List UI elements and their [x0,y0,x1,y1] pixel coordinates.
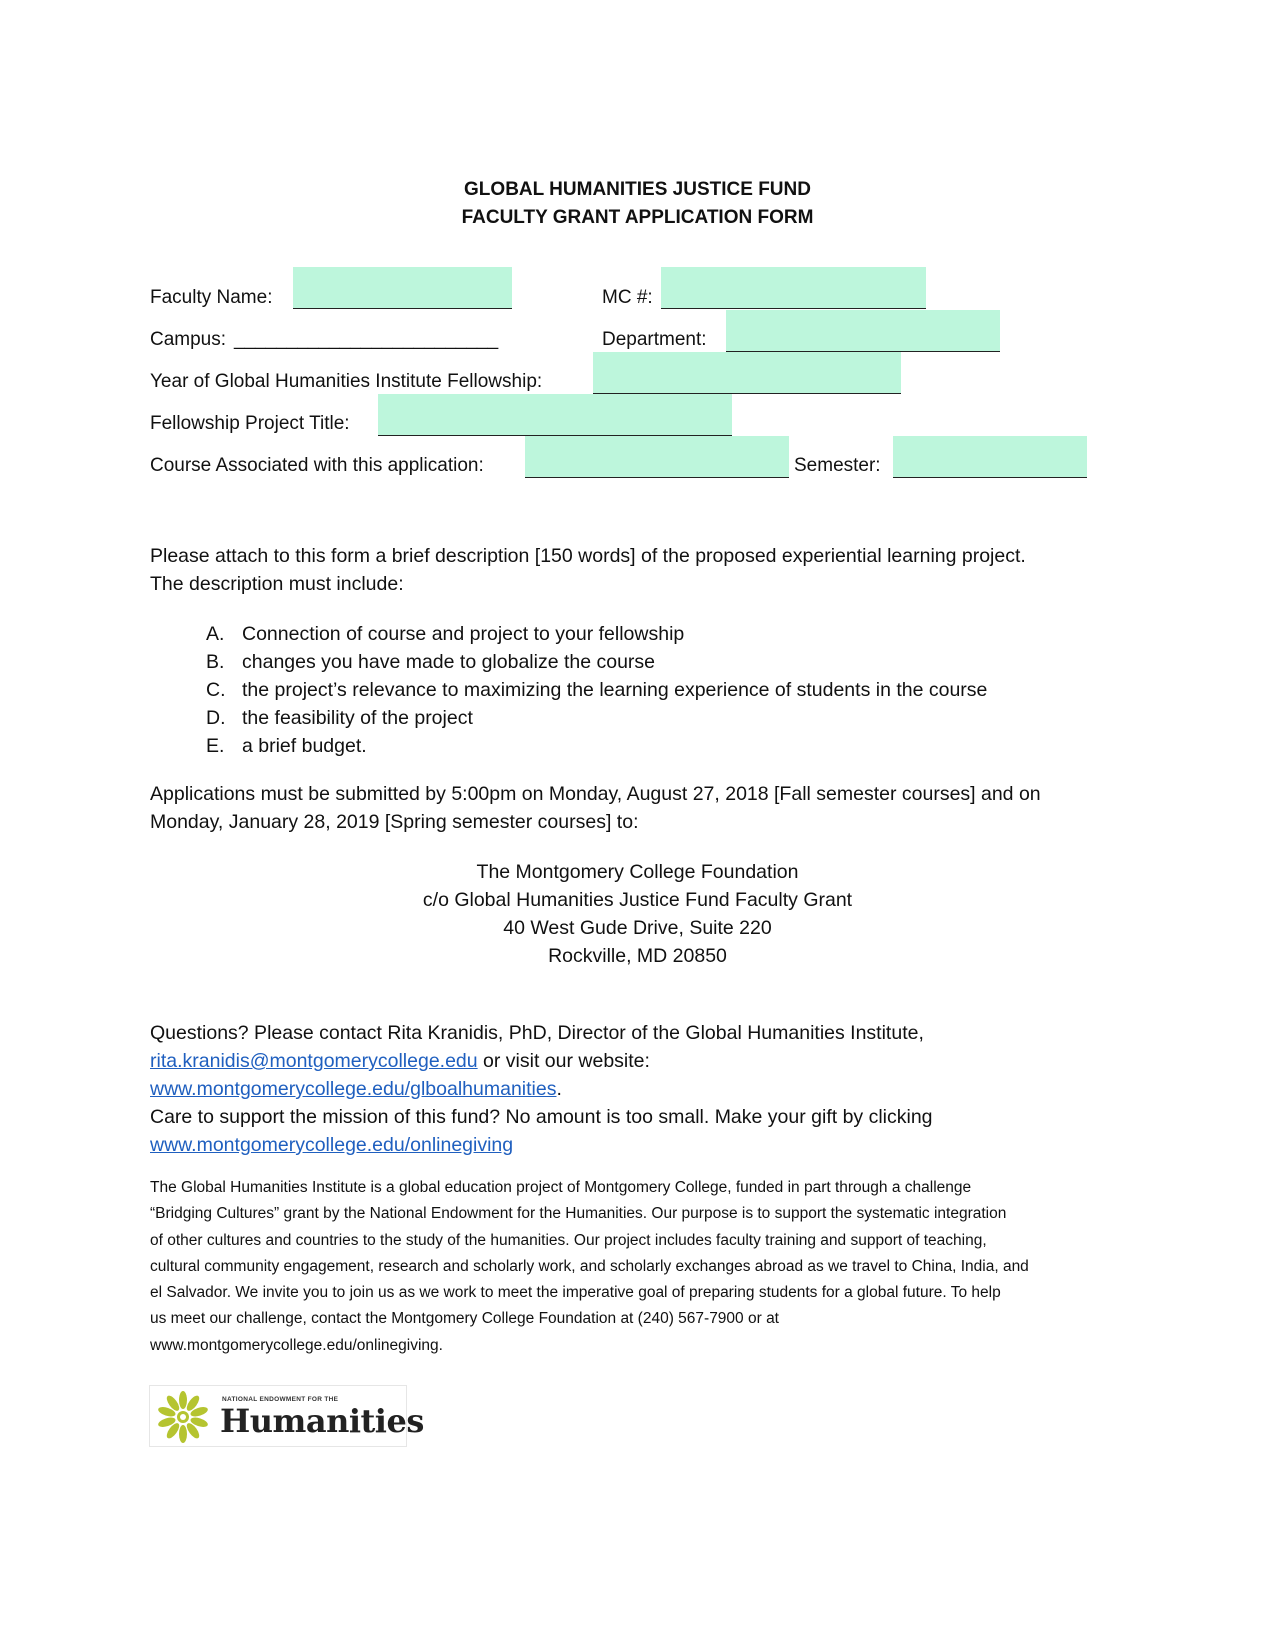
project-title-label: Fellowship Project Title: [150,413,350,434]
description-line: of other cultures and countries to the study of the humanities. Our project includes faculty training and support of teaching, [150,1231,987,1249]
instructions-paragraph [150,542,1026,598]
project-title-field[interactable] [378,394,732,436]
faculty-name-field[interactable] [293,267,512,309]
course-field[interactable] [525,436,789,478]
list-item-letter: B. [206,651,225,673]
list-item [206,676,987,704]
form-title-line2: FACULTY GRANT APPLICATION FORM [461,207,814,228]
website-suffix-text: . [556,1078,562,1100]
list-item-text: changes you have made to globalize the course [242,651,656,673]
faculty-name-label: Faculty Name: [150,287,273,308]
department-field[interactable] [726,310,1000,352]
giving-line [150,1131,933,1159]
list-item [206,648,987,676]
description-line: www.montgomerycollege.edu/onlinegiving. [150,1336,443,1354]
department-label: Department: [602,329,707,350]
address-line2: c/o Global Humanities Justice Fund Faculty Grant [422,889,853,911]
mailing-address [0,858,1275,970]
address-line3: 40 West Gude Drive, Suite 220 [503,917,772,939]
deadline-line1: Applications must be submitted by 5:00pm on Monday, August 27, 2018 [Fall semester courses] and on [150,783,1041,805]
semester-label: Semester: [794,455,881,476]
mc-number-label: MC #: [602,287,653,308]
campus-underline: _________________________ [234,329,499,350]
contact-line1: Questions? Please contact Rita Kranidis, PhD, Director of the Global Humanities Institute, [150,1022,924,1044]
semester-field[interactable] [893,436,1087,478]
list-item-letter: E. [206,735,225,757]
online-giving-link[interactable]: www.montgomerycollege.edu/onlinegiving [150,1134,514,1156]
description-line: “Bridging Cultures” grant by the National Endowment for the Humanities. Our purpose is to support the systematic integration [150,1205,1007,1223]
contact-website-line [150,1075,933,1103]
address-line1: The Montgomery College Foundation [476,861,799,883]
neh-logo [149,1385,424,1447]
email-suffix-text: or visit our website: [477,1050,650,1072]
sun-emblem-icon [150,1386,216,1448]
deadline-paragraph [150,780,1041,836]
list-item [206,704,987,732]
support-text: Care to support the mission of this fund? No amount is too small. Make your gift by clicking [150,1106,933,1128]
instructions-line1: Please attach to this form a brief description [150 words] of the proposed experiential learning project. [150,545,1026,567]
description-line: us meet our challenge, contact the Montgomery College Foundation at (240) 567-7900 or at [150,1310,779,1328]
fellowship-year-label: Year of Global Humanities Institute Fellowship: [150,371,543,392]
institute-description [150,1175,1125,1359]
logo-wordmark: Humanities [220,1402,424,1440]
list-item-text: the project’s relevance to maximizing the learning experience of students in the course [242,679,988,701]
list-item-text: the feasibility of the project [242,707,473,729]
list-item [206,620,987,648]
list-item-text: Connection of course and project to your fellowship [242,623,685,645]
mc-number-field[interactable] [661,267,926,309]
form-title-line1: GLOBAL HUMANITIES JUSTICE FUND [464,179,811,200]
contact-paragraph [150,1019,933,1159]
description-line: cultural community engagement, research and scholarly work, and scholarly exchanges abroad as we travel to China, India, and [150,1257,1029,1275]
deadline-line2: Monday, January 28, 2019 [Spring semester courses] to: [150,811,639,833]
course-label: Course Associated with this application: [150,455,484,476]
requirements-list [206,620,987,760]
address-line4: Rockville, MD 20850 [548,945,727,967]
fellowship-year-field[interactable] [593,352,901,394]
instructions-line2: The description must include: [150,573,404,595]
list-item [206,732,987,760]
contact-email-line [150,1047,933,1075]
website-link[interactable]: www.montgomerycollege.edu/glboalhumanities [150,1078,557,1100]
list-item-letter: D. [206,707,226,729]
contact-email-link[interactable]: rita.kranidis@montgomerycollege.edu [150,1050,478,1072]
list-item-letter: C. [206,679,226,701]
logo-small-text: NATIONAL ENDOWMENT FOR THE [222,1396,339,1403]
list-item-letter: A. [206,623,225,645]
description-line: The Global Humanities Institute is a global education project of Montgomery College, funded in part through a challenge [150,1179,972,1196]
description-line: el Salvador. We invite you to join us as we work to meet the imperative goal of preparing students for a global future. To help [150,1284,1001,1302]
list-item-text: a brief budget. [242,735,367,757]
campus-label: Campus: [150,329,227,350]
